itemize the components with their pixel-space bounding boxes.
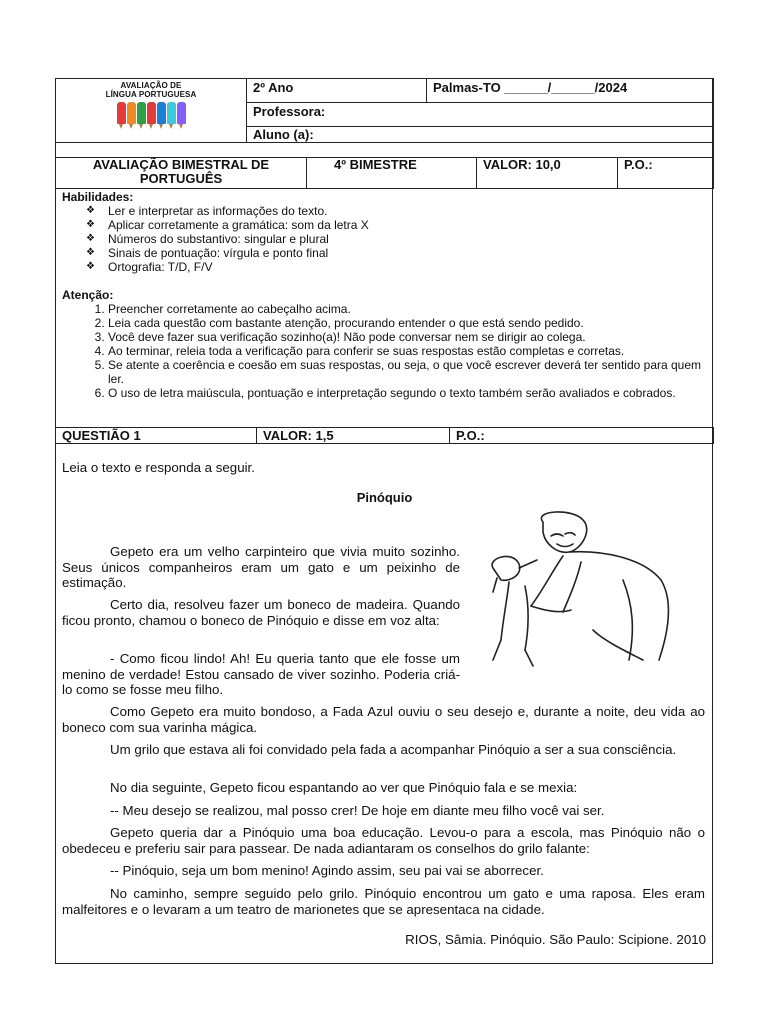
story-title: Pinóquio [356,490,413,505]
story-paragraph: Certo dia, resolveu fazer um boneco de madeira. Quando ficou pronto, chamou o boneco de Pinóquio e disse em voz alta: [62,597,460,628]
student-field[interactable]: Aluno (a): [247,127,714,143]
attention-item: 2. Leia cada questão com bastante atenção, procurando entender o que está sendo pedido. [108,316,702,330]
header-table [55,78,714,143]
instructions-block [62,190,702,400]
attention-item: 1. Preencher corretamente ao cabeçalho acima. [108,302,702,316]
pencil-icon [177,102,186,124]
attention-item: 6. O uso de letra maiúscula, pontuação e interpretação segundo o texto também serão avaliados e cobrados. [108,386,702,400]
story-paragraph: Gepeto era um velho carpinteiro que vivia muito sozinho. Seus únicos companheiros eram um gato e um peixinho de estimação. [62,544,460,590]
skill-item: ❖ Números do substantivo: singular e plural [62,232,702,246]
attention-list [62,302,702,400]
grade-cell: 2º Ano [247,79,427,103]
attention-title: Atenção: [62,288,114,302]
teacher-field[interactable]: Professora: [247,103,714,127]
citation: RIOS, Sâmia. Pinóquio. São Paulo: Scipione. 2010 [405,932,706,947]
question1-header [55,427,714,444]
question1-po: P.O.: [450,428,714,444]
pencil-icon [147,102,156,124]
place-date-cell: Palmas-TO ______/______/2024 [427,79,714,103]
skill-item: ❖ Ler e interpretar as informações do texto. [62,204,702,218]
pinocchio-gepetto-illustration [473,510,711,670]
attention-item: 5. Se atente a coerência e coesão em suas respostas, ou seja, o que você escrever deverá ter sentido para quem ler. [108,358,702,386]
logo [56,79,247,143]
story-paragraph: Como Gepeto era muito bondoso, a Fada Azul ouviu o seu desejo e, durante a noite, deu vida ao boneco com sua varinha mágica. [62,704,705,735]
story-paragraph: Gepeto queria dar a Pinóquio uma boa educação. Levou-o para a escola, mas Pinóquio não o obedeceu e preferiu sair para passear. De nada adiantaram os conselhos do grilo falante: [62,825,705,856]
skills-list [62,204,702,274]
skills-title: Habilidades: [62,190,134,204]
pencil-icon [167,102,176,124]
pencil-icon [117,102,126,124]
skill-item: ❖ Aplicar corretamente a gramática: som da letra X [62,218,702,232]
pencil-icon [127,102,136,124]
attention-item: 4. Ao terminar, releia toda a verificação para conferir se suas respostas estão completas e corretas. [108,344,702,358]
story-paragraph: No dia seguinte, Gepeto ficou espantando ao ver que Pinóquio fala e se mexia: [110,780,578,795]
exam-value: VALOR: 10,0 [477,158,618,189]
logo-line2: LÍNGUA PORTUGUESA [105,90,197,99]
story-paragraph: No caminho, sempre seguido pelo grilo. Pinóquio encontrou um gato e uma raposa. Eles eram malfeitores e o levaram a um teatro de marionetes que se apresentaca na cidade. [62,886,705,917]
question1-label: QUESTIÃO 1 [56,428,257,444]
bimester: 4º BIMESTRE [307,158,477,189]
exam-po: P.O.: [618,158,714,189]
pencil-icon [157,102,166,124]
story-paragraph: Um grilo que estava ali foi convidado pela fada a acompanhar Pinóquio a ser a sua consciência. [110,742,677,757]
pencil-icon [137,102,146,124]
attention-item: 3. Você deve fazer sua verificação sozinho(a)! Não pode conversar nem se dirigir ao colega. [108,330,702,344]
story-paragraph: - Como ficou lindo! Ah! Eu queria tanto que ele fosse um menino de verdade! Estou cansado de viver sozinho. Poderia criá-lo como se fosse meu filho. [62,651,460,697]
logo-line1: AVALIAÇÃO DE [120,81,182,90]
skill-item: ❖ Sinais de pontuação: vírgula e ponto final [62,246,702,260]
instruction-text: Leia o texto e responda a seguir. [62,460,255,475]
skill-item: ❖ Ortografia: T/D, F/V [62,260,702,274]
spacer-row [55,142,714,158]
exam-title: AVALIAÇÃO BIMESTRAL DE PORTUGUÊS [56,158,307,189]
exam-info-row [55,157,714,189]
pencils-illustration [56,102,246,124]
story-paragraph: -- Pinóquio, seja um bom menino! Agindo assim, seu pai vai se aborrecer. [110,863,544,878]
question1-value: VALOR: 1,5 [257,428,450,444]
story-paragraph: -- Meu desejo se realizou, mal posso crer! De hoje em diante meu filho você vai ser. [110,803,605,818]
